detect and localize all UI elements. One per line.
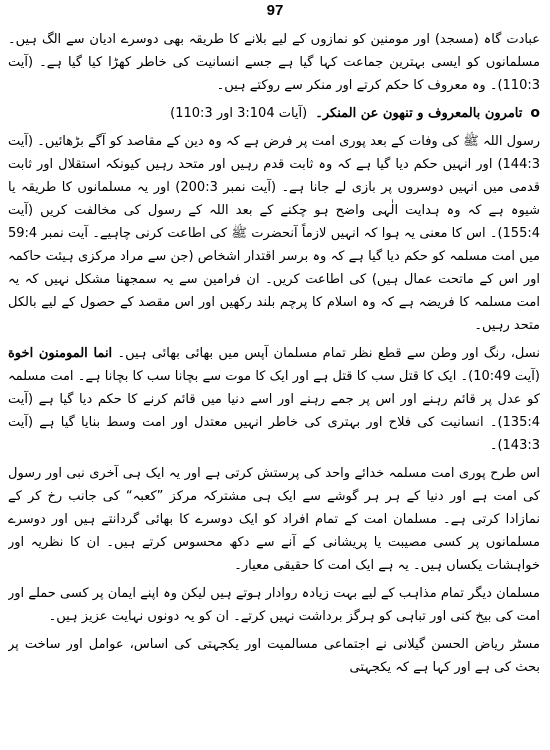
paragraph-4: اس طرح پوری امت مسلمہ خدائے واحد کی پرستش کرتی ہے اور یہ ایک ہی آخری نبی اور رسول کی امت ہے اور دنیا کے ہر ہر گوشے سے ایک ہی مشترکہ مرکز ”کعبہ“ کی جانب رخ کر کے نمازادا کرتی ہے۔ مسلمان امت کے تمام افراد کو ایک دوسرے کا بھائی گردانتے ہیں اور دوسرے مسلمانوں پر کسی مصیبت یا پریشانی کے آنے سے دکھ محسوس کرتے ہیں۔ ان کا نظریہ اور خواہشات یکساں ہیں۔ یہ ہے ایک امت کا حقیقی معیار۔ (8, 466, 540, 573)
paragraph-6: مسٹر ریاض الحسن گیلانی نے اجتماعی مسالمیت اور یکجہتی کی اساس، عوامل اور ساخت پر بحث کی ہے اور کہا ہے کہ یکجہتی (8, 637, 540, 675)
paragraph-3-continued: ایک کا قتل سب کا قتل ہے اور ایک کا موت سے بچانا سب کا بچانا ہے۔ امت مسلمہ کو عدل پر قائم رہنے اور اس پر جمے رہنے اور اسے دنیا میں قائم کرنے کا حکم دیا گیا ہے (آیت 135:4)۔ انسانیت کی فلاح اور بہتری کی خاطر انہیں معتدل اور امت وسط بنایا گیا ہے (آیت 143:3)۔ (8, 369, 540, 453)
verse-reference-2: (آیت 10:49)۔ (460, 369, 540, 384)
paragraph-1: عبادت گاہ (مسجد) اور مومنین کو نمازوں کے لیے بلانے کا طریقہ بھی دوسرے ادیان سے الگ ہیں۔ مسلمانوں کو ایسی بہترین جماعت کہا گیا ہے جسے انسانیت کی خاطر کھڑا کیا گیا ہے۔ (آیت 110:3)۔ وہ معروف کا حکم کرتے اور منکر سے روکتے ہیں۔ (8, 32, 540, 93)
paragraph-3-text: نسل، رنگ اور وطن سے قطع نظر تمام مسلمان آپس میں بھائی بھائی ہیں۔ (117, 346, 540, 361)
page-number: 97 (266, 2, 284, 19)
paragraph-3 (8, 342, 540, 457)
verse-reference: (آیات 3:104 اور 110:3) (170, 106, 308, 121)
body-text (8, 28, 540, 746)
arabic-verse: تامرون بالمعروف و تنھون عن المنکر۔ (315, 106, 523, 121)
bullet-icon: o (530, 105, 540, 121)
paragraph-5: مسلمان دیگر تمام مذاہب کے لیے بہت زیادہ روادار ہوتے ہیں لیکن وہ اپنے ایمان پر کسی حملے اور امت کی بیخ کنی اور تباہی کو ہرگز برداشت نہیں کرتے۔ ان کو یہ دونوں نہایت عزیز ہیں۔ (8, 586, 540, 624)
arabic-verse-2: انما المومنون اخوة (8, 346, 113, 361)
paragraph-2: رسول اللہ ﷺ کی وفات کے بعد پوری امت پر فرض ہے کہ وہ دین کے مقاصد کو آگے بڑھائیں۔ (آیت 144:3) اور انہیں حکم دیا گیا ہے کہ وہ ثابت قدم رہیں اور متحد رہیں کیونکہ استقلال اور ثابت قدمی میں انہیں دوسروں پر بازی لے جانا ہے۔ (آیت نمبر 200:3) اور یہ مسلمانوں کا طریقہ یا شیوہ ہے کہ وہ ہدایت الٰہی واضح ہو چکنے کے بعد اللہ کے رسول کی مخالفت کریں (آیت 155:4)۔ اس کا معنی یہ ہوا کہ انہیں لازماً آنحضرت ﷺ کی اطاعت کرنی چاہیے۔ آیت نمبر 59:4 میں امت مسلمہ کو حکم دیا گیا ہے کہ وہ برسر اقتدار اشخاص (جن سے مراد مرکزی ہیئت حاکمہ اور اس کے ماتحت عمال ہیں) کی اطاعت کریں۔ ان فرامین سے یہ سمجھنا مشکل نہیں کہ یہ امت مسلمہ کا فریضہ ہے کہ وہ اسلام کا پرچم بلند رکھیں اور اس مقصد کے حصول کے لیے بالکل متحد رہیں۔ (8, 134, 540, 333)
verse-bullet-line (8, 102, 540, 125)
